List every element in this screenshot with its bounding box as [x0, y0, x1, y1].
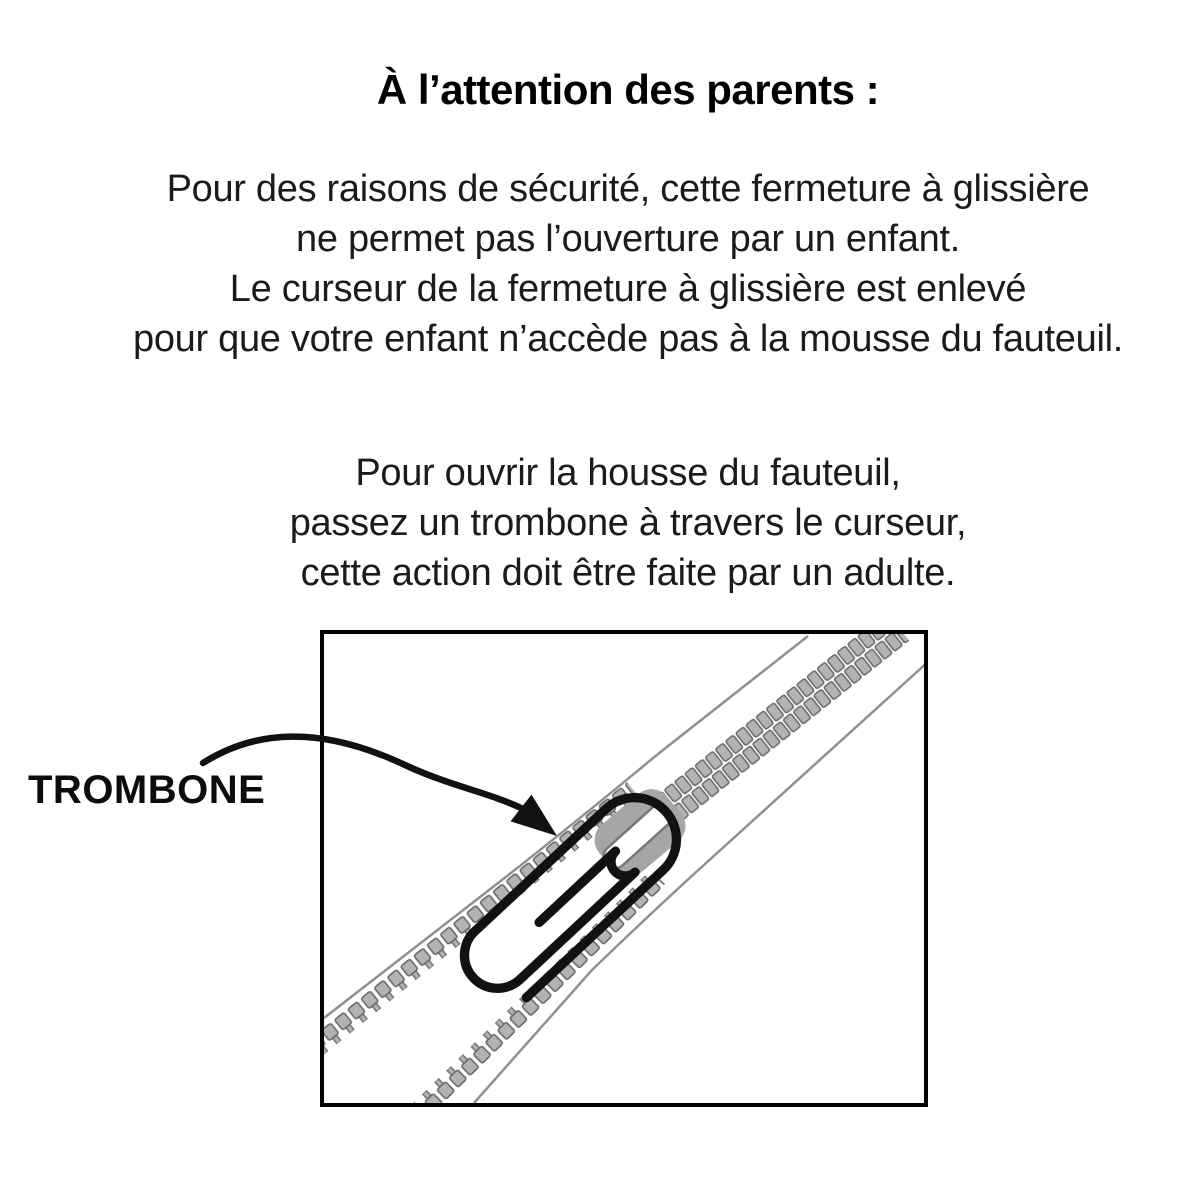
paragraph-line: Le curseur de la fermeture à glissière est enlevé [229, 268, 1027, 310]
paragraph-line: Pour ouvrir la housse du fauteuil, [355, 452, 901, 494]
instructions-paragraph [56, 448, 1200, 598]
paragraph-line: cette action doit être faite par un adulte. [300, 552, 956, 594]
zipper-diagram-box [320, 630, 928, 1107]
zipper-diagram [324, 634, 924, 1103]
paperclip-label: TROMBONE [28, 768, 266, 812]
safety-paragraph [56, 164, 1200, 364]
paragraph-line: pour que votre enfant n’accède pas à la mousse du fauteuil. [133, 318, 1123, 360]
paragraph-line: passez un trombone à travers le curseur, [289, 502, 967, 544]
paragraph-line: ne permet pas l’ouverture par un enfant. [296, 218, 960, 260]
paragraph-line: Pour des raisons de sécurité, cette fermeture à glissière [166, 168, 1090, 210]
page-title: À l’attention des parents : [376, 66, 880, 113]
